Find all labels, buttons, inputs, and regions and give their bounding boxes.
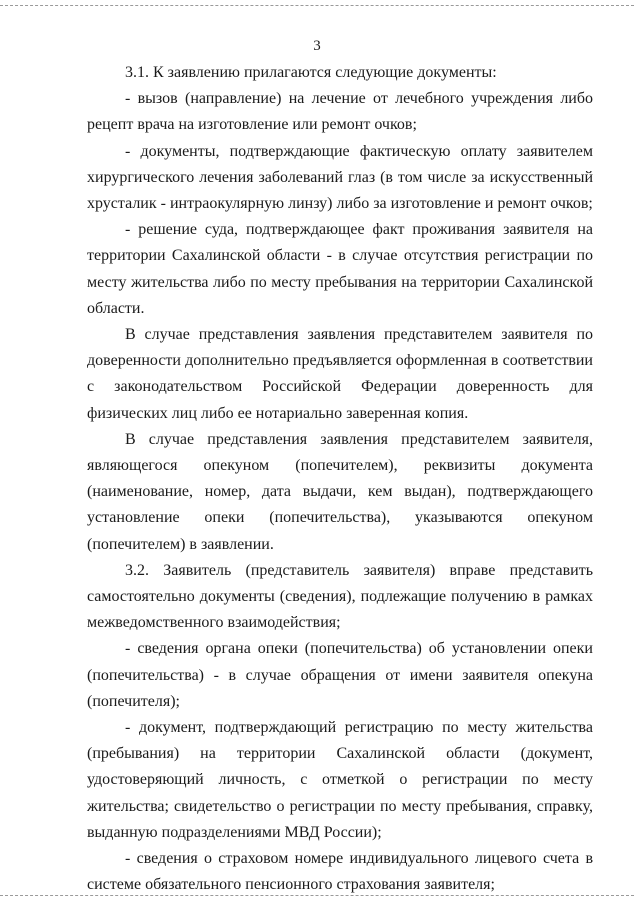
paragraph-power-of-attorney: В случае представления заявления представителем заявителя по доверенности дополнительно предъявляется оформленная в соответствии с законодательством Российской Федерации доверенность для физических лиц либо ее нотариально заверенная копия. — [87, 326, 593, 422]
list-item-payment-documents: - документы, подтверждающие фактическую оплату заявителем хирургического лечения заболеваний глаз (в том числе за искусственный хрусталик - интраокулярную линзу) либо за изготовление и ремонт очков; — [87, 142, 593, 213]
list-item-insurance-number: - сведения о страховом номере индивидуального лицевого счета в системе обязательного пенсионного страхования заявителя; — [87, 850, 593, 894]
paragraph-3-1: 3.1. К заявлению прилагаются следующие документы: — [125, 64, 497, 81]
page-number: 3 — [313, 38, 321, 54]
list-item-court-decision: - решение суда, подтверждающее факт проживания заявителя на территории Сахалинской области - в случае отсутствия регистрации по месту жительства либо по месту пребывания на территории Сахалинской области. — [87, 221, 593, 317]
list-item-registration-document: - документ, подтверждающий регистрацию по месту жительства (пребывания) на территории Сахалинской области (документ, удостоверяющий личность, с отметкой о регистрации по месту жительства; свидетельство о регистрации по месту пребывания, справку, выданную подразделениями МВД России); — [87, 719, 593, 841]
document-body — [87, 60, 593, 899]
scan-edge-bottom — [0, 895, 634, 897]
paragraph-3-2: 3.2. Заявитель (представитель заявителя) вправе представить самостоятельно документы (сведения), подлежащие получению в рамках межведомственного взаимодействия; — [87, 561, 593, 632]
list-item-guardianship-info: - сведения органа опеки (попечительства) об установлении опеки (попечительства) - в случае обращения от имени заявителя опекуна (попечителя); — [87, 640, 593, 710]
list-item-referral: - вызов (направление) на лечение от лечебного учреждения либо рецепт врача на изготовление или ремонт очков; — [87, 90, 593, 134]
scan-edge-top — [0, 5, 634, 7]
paragraph-guardian: В случае представления заявления представителем заявителя, являющегося опекуном (попечителем), реквизиты документа (наименование, номер, дата выдачи, кем выдан), подтверждающего установление опеки (попечительства), указываются опекуном (попечителем) в заявлении. — [87, 430, 593, 553]
